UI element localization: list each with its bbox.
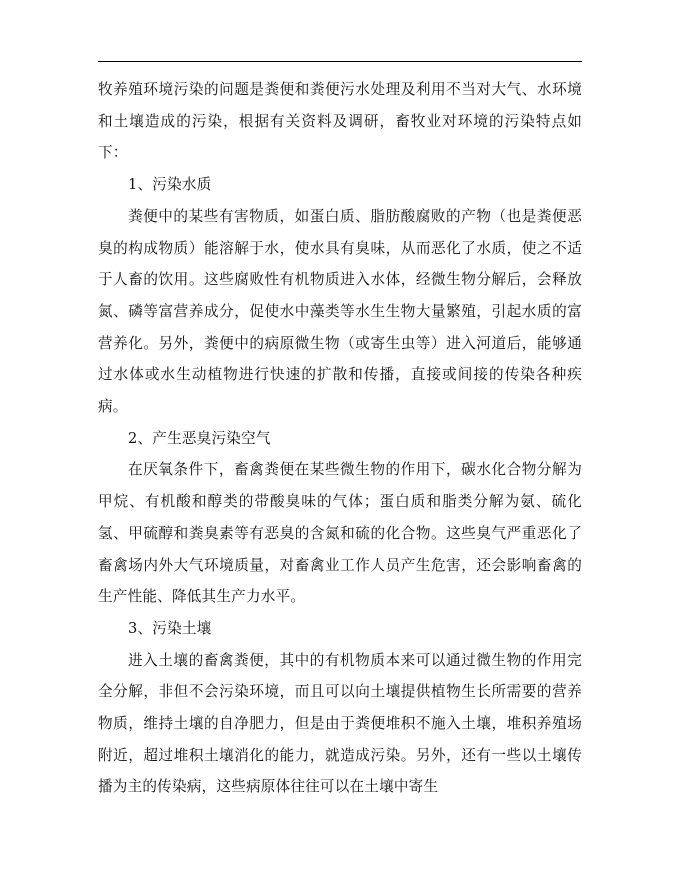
header-rule [98,61,582,62]
document-body [98,74,582,803]
section-heading-soil: 3、污染土壤 [128,619,212,637]
air-pollution-paragraph: 在厌氧条件下，畜禽粪便在某些微生物的作用下，碳水化合物分解为甲烷、有机酸和醇类的带酸臭味的气体；蛋白质和脂类分解为氨、硫化氢、甲硫醇和粪臭素等有恶臭的含氮和硫的化合物。这些臭气严重恶化了畜禽场内外大气环境质量，对畜禽业工作人员产生危害，还会影响畜禽的生产性能、降低其生产力水平。 [98,461,582,606]
section-heading-air: 2、产生恶臭污染空气 [128,429,271,447]
intro-paragraph: 牧养殖环境污染的问题是粪便和粪便污水处理及利用不当对大气、水环境和土壤造成的污染，根据有关资料及调研，畜牧业对环境的污染特点如下： [98,81,582,162]
water-pollution-paragraph: 粪便中的某些有害物质，如蛋白质、脂肪酸腐败的产物（也是粪便恶臭的构成物质）能溶解于水，使水具有臭味，从而恶化了水质，使之不适于人畜的饮用。这些腐败性有机物质进入水体，经微生物分解后，会释放氮、磷等富营养成分，促使水中藻类等水生生物大量繁殖，引起水质的富营养化。另外，粪便中的病原微生物（或寄生虫等）进入河道后，能够通过水体或水生动植物进行快速的扩散和传播，直接或间接的传染各种疾病。 [98,207,582,416]
section-heading-water: 1、污染水质 [128,176,212,194]
soil-pollution-paragraph: 进入土壤的畜禽粪便，其中的有机物质本来可以通过微生物的作用完全分解，非但不会污染环境，而且可以向土壤提供植物生长所需要的营养物质，维持土壤的自净肥力，但是由于粪便堆积不施入土壤，堆积养殖场附近，超过堆积土壤消化的能力，就造成污染。另外，还有一些以土壤传播为主的传染病，这些病原体往往可以在土壤中寄生 [98,651,582,796]
